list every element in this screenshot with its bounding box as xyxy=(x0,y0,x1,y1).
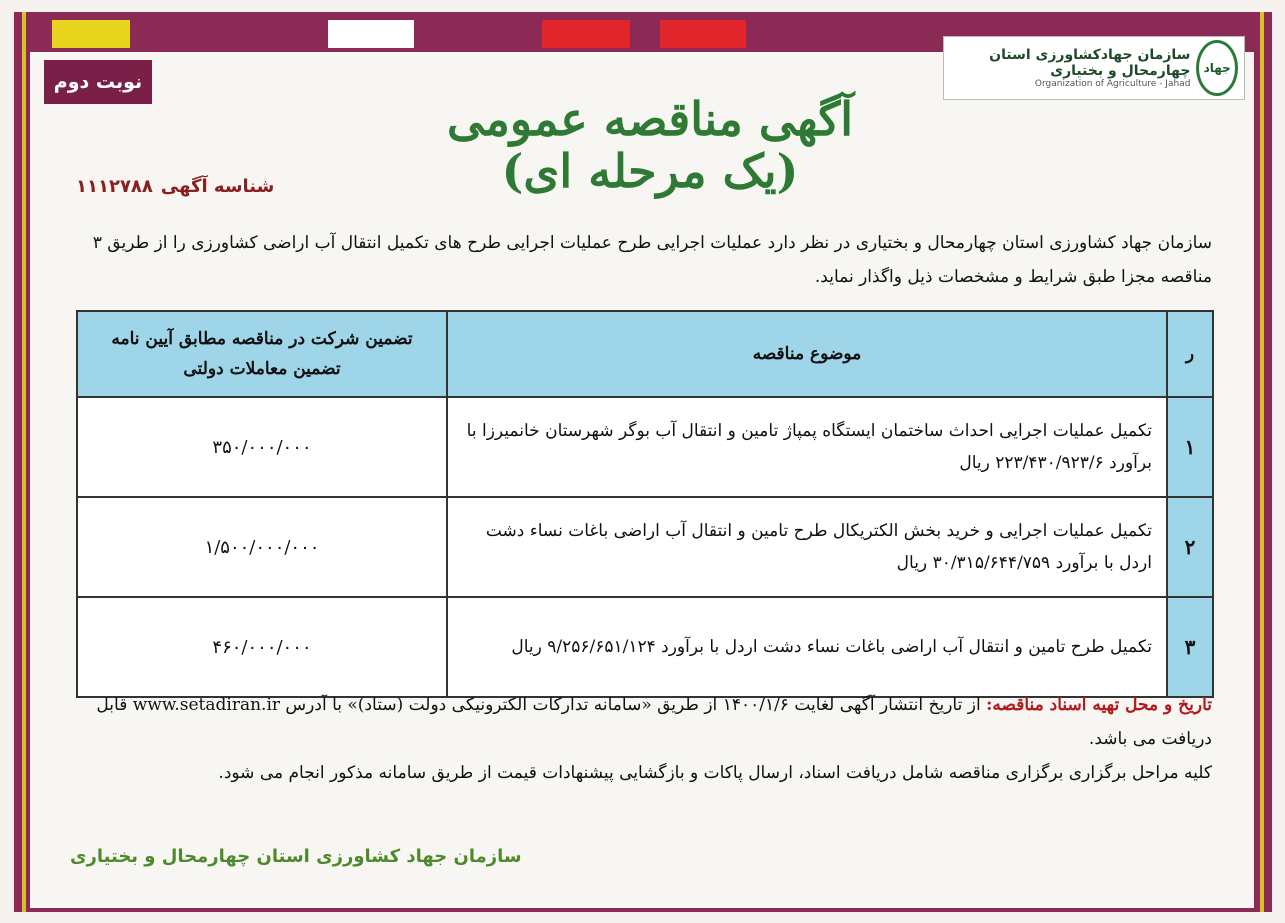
row-guarantee: ۴۶۰/۰۰۰/۰۰۰ xyxy=(77,597,447,697)
organization-signature: سازمان جهاد کشاورزی استان چهارمحال و بختیاری xyxy=(70,846,522,867)
header-num: ر xyxy=(1167,311,1213,397)
row-subject: تکمیل طرح تامین و انتقال آب اراضی باغات نساء دشت اردل با برآورد ۹/۲۵۶/۶۵۱/۱۲۴ ریال xyxy=(447,597,1167,697)
organization-logo xyxy=(943,36,1245,100)
header-subject: موضوع مناقصه xyxy=(447,311,1167,397)
documents-text: از تاریخ انتشار آگهی لغایت ۱۴۰۰/۱/۶ از طریق «سامانه تدارکات الکترونیکی دولت (ستاد)» با آدرس www.setadiran.ir قابل دریافت می باشد. xyxy=(96,695,1212,749)
header-guarantee: تضمین شرکت در مناقصه مطابق آیین نامه تضمین معاملات دولتی xyxy=(77,311,447,397)
documents-info xyxy=(62,688,1212,790)
row-num: ۲ xyxy=(1167,497,1213,597)
ad-identifier xyxy=(68,176,274,197)
color-block-red-1 xyxy=(542,20,630,48)
row-guarantee: ۱/۵۰۰/۰۰۰/۰۰۰ xyxy=(77,497,447,597)
row-num: ۳ xyxy=(1167,597,1213,697)
frame-stripe-right xyxy=(1260,12,1264,912)
second-round-badge: نوبت دوم xyxy=(44,60,152,104)
logo-name: سازمان جهادکشاورزی استان چهارمحال و بختیاری xyxy=(989,47,1191,79)
color-block-white xyxy=(328,20,414,48)
table-row xyxy=(77,397,1213,497)
tender-table xyxy=(76,310,1214,698)
table-row xyxy=(77,497,1213,597)
table-row xyxy=(77,597,1213,697)
ad-id-value: ۱۱۱۲۷۸۸ xyxy=(76,176,153,197)
frame-stripe-left xyxy=(22,12,26,912)
intro-paragraph: سازمان جهاد کشاورزی استان چهارمحال و بختیاری در نظر دارد عملیات اجرایی طرح عملیات اجرایی طرح های تکمیل انتقال آب اراضی کشاورزی را از طریق ۳ مناقصه مجزا طبق شرایط و مشخصات ذیل واگذار نماید. xyxy=(92,233,1212,287)
row-guarantee: ۳۵۰/۰۰۰/۰۰۰ xyxy=(77,397,447,497)
ad-id-label: شناسه آگهی xyxy=(160,176,275,197)
row-subject: تکمیل عملیات اجرایی احداث ساختمان ایستگاه پمپاژ تامین و انتقال آب بوگر شهرستان خانمیرزا با برآورد ۲۲۳/۴۳۰/۹۲۳/۶ ریال xyxy=(447,397,1167,497)
notice-title: آگهی مناقصه عمومی xyxy=(446,92,854,146)
logo-emblem-icon: جهاد xyxy=(1196,40,1238,96)
color-block-yellow xyxy=(52,20,130,48)
color-block-red-2 xyxy=(660,20,746,48)
row-subject: تکمیل عملیات اجرایی و خرید بخش الکتریکال طرح تامین و انتقال آب اراضی باغات نساء دشت اردل با برآورد ۳۰/۳۱۵/۶۴۴/۷۵۹ ریال xyxy=(447,497,1167,597)
documents-label: تاریخ و محل تهیه اسناد مناقصه: xyxy=(986,695,1212,715)
stages-text: کلیه مراحل برگزاری برگزاری مناقصه شامل دریافت اسناد، ارسال پاکات و بازگشایی پیشنهادات قیمت از طریق سامانه مذکور انجام می شود. xyxy=(218,763,1212,783)
notice-subtitle: (یک مرحله ای) xyxy=(501,144,799,198)
table-header-row xyxy=(77,311,1213,397)
logo-subtitle: Organization of Agriculture - Jahad xyxy=(1034,79,1191,89)
row-num: ۱ xyxy=(1167,397,1213,497)
